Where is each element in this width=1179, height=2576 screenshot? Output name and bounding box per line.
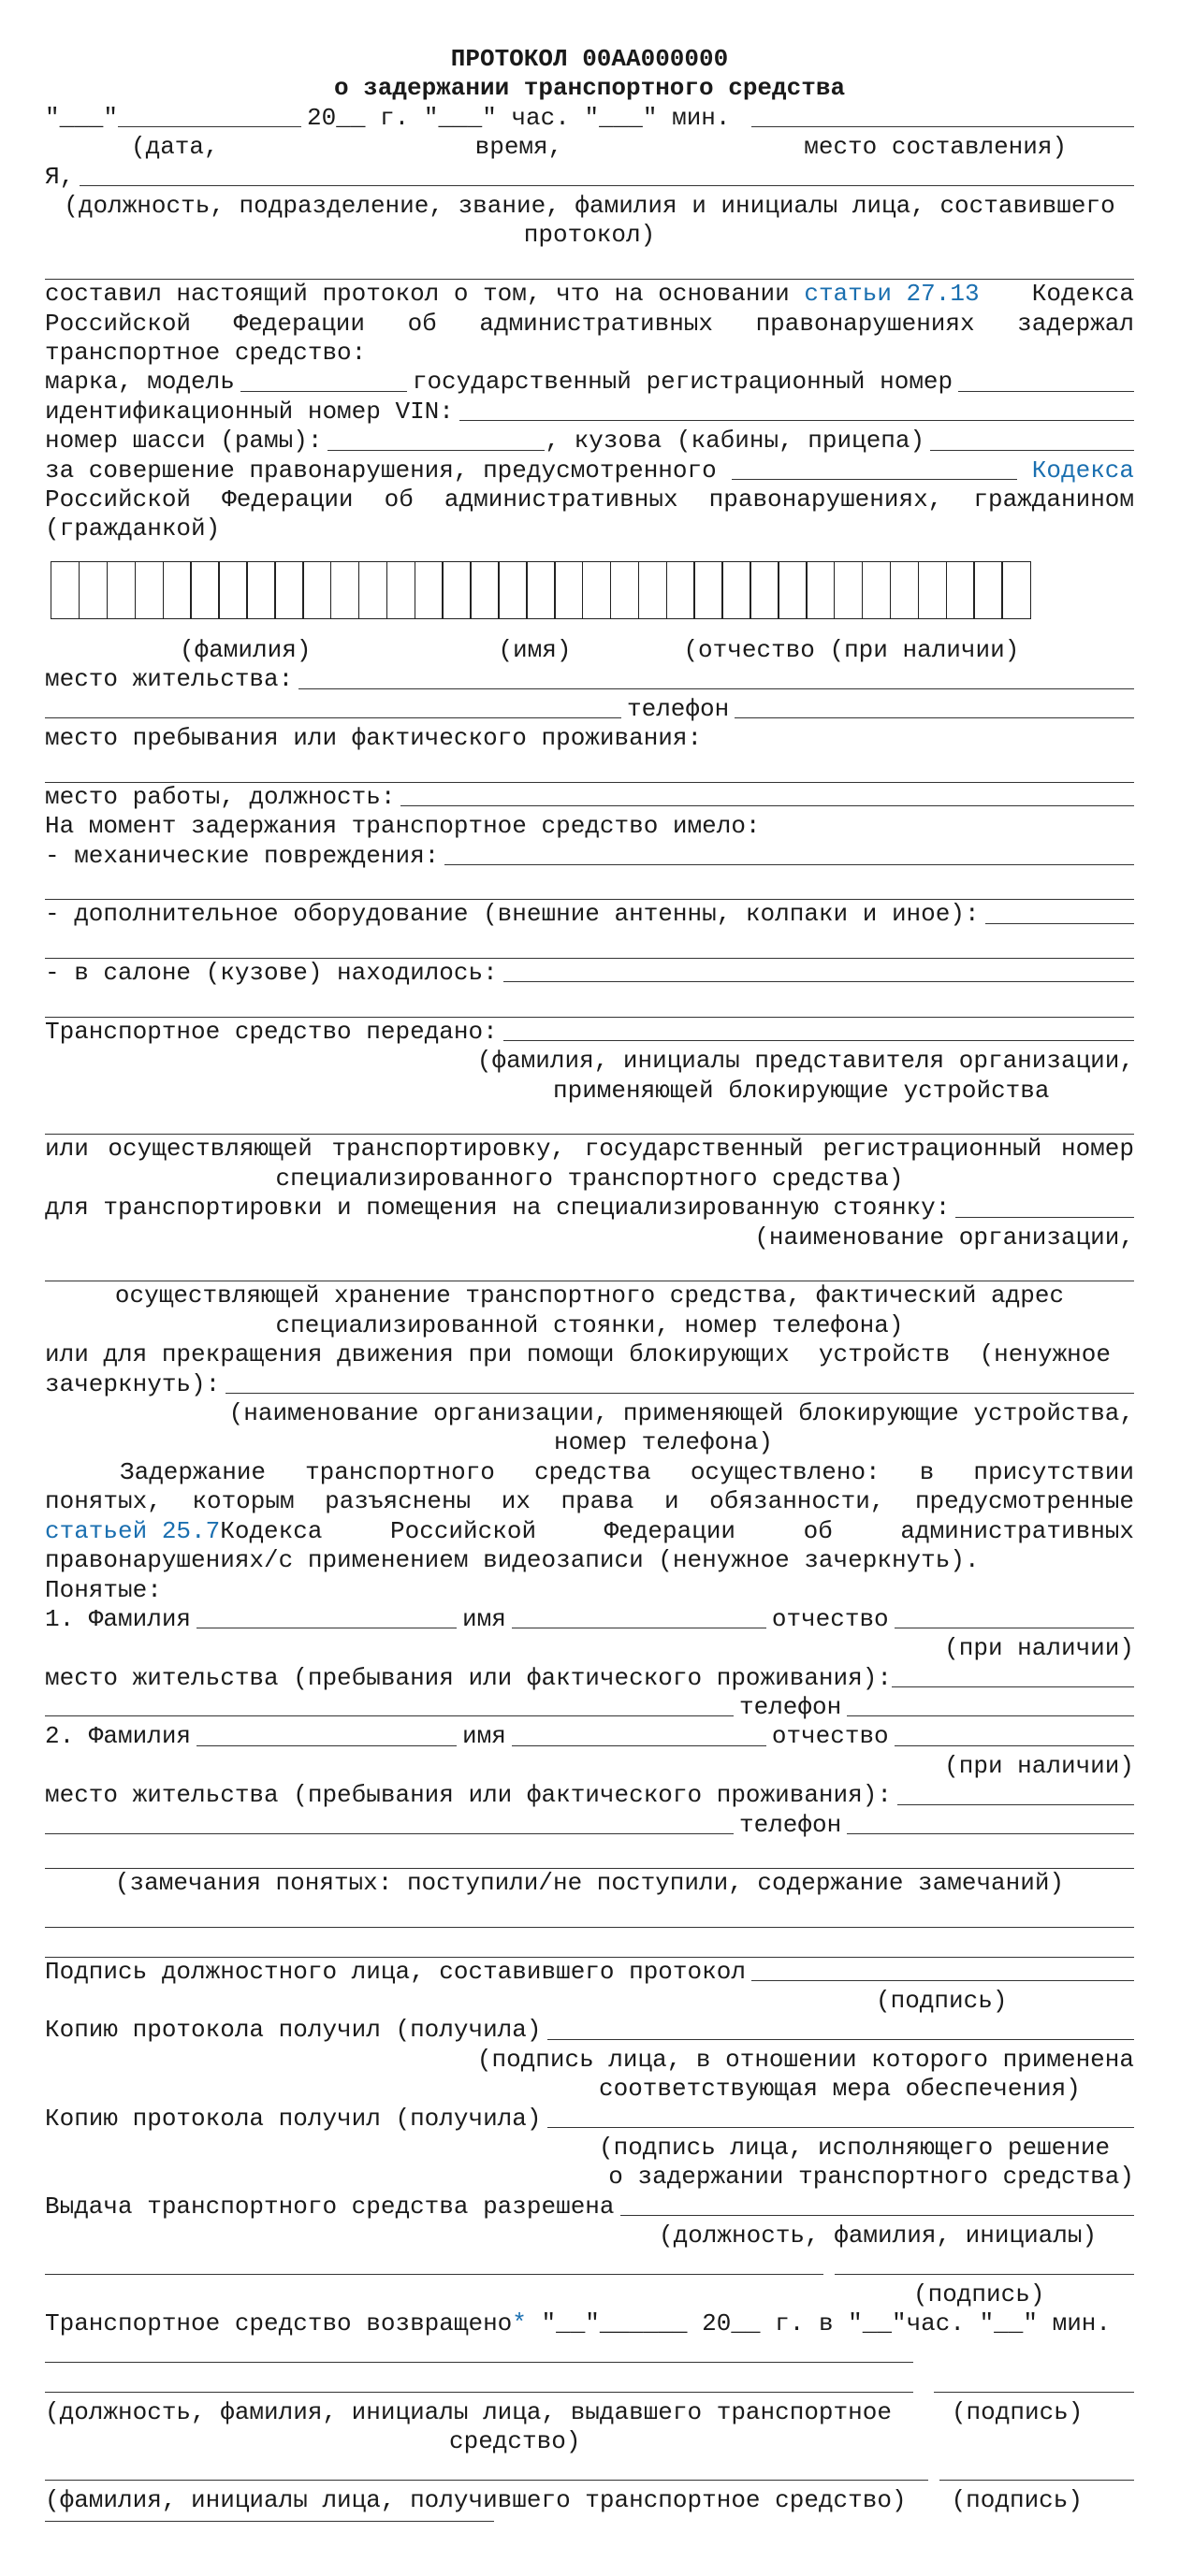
residence-label: место жительства: bbox=[45, 665, 294, 694]
hour-field[interactable]: "___" час. bbox=[423, 103, 570, 132]
article-25-7-link[interactable]: статьей 25.7 bbox=[45, 1516, 221, 1545]
protocol-document bbox=[45, 45, 1134, 2522]
issuer-signature-line bbox=[45, 2368, 1134, 2397]
work-line bbox=[45, 783, 1134, 812]
name-letter-box[interactable] bbox=[190, 561, 219, 619]
author-caption-1: (должность, подразделение, звание, фамилия и инициалы лица, составившего bbox=[64, 191, 1115, 220]
name-letter-box[interactable] bbox=[415, 561, 444, 619]
name-letter-box[interactable] bbox=[51, 561, 80, 619]
parking-field[interactable] bbox=[955, 1217, 1134, 1218]
work-label: место работы, должность: bbox=[45, 782, 396, 811]
phone-label: телефон bbox=[627, 694, 730, 723]
issuer-signature-caption: (подпись) bbox=[951, 2397, 1084, 2426]
release-line bbox=[45, 2192, 1134, 2221]
name-letter-box[interactable] bbox=[806, 561, 835, 619]
basis-line bbox=[45, 280, 1134, 309]
copy-2-line bbox=[45, 2105, 1134, 2134]
name-letter-box[interactable] bbox=[79, 561, 108, 619]
release-field[interactable] bbox=[620, 2215, 1135, 2216]
damage-field-2[interactable] bbox=[45, 871, 1134, 900]
code-link[interactable]: Кодекса bbox=[1031, 456, 1134, 485]
basis-text-2: Российской Федерации об административных правонарушениях задержал bbox=[45, 309, 1134, 338]
blocking-caption-1: (наименование организации, применяющей блокирующие устройства, bbox=[228, 1399, 1134, 1428]
witness-2-residence-label: место жительства (пребывания или фактического проживания): bbox=[45, 1781, 892, 1810]
damage-line bbox=[45, 842, 1134, 871]
witness-2-name-line bbox=[45, 1722, 1134, 1751]
blocking-text-1: или для прекращения движения при помощи блокирующих устройств (ненужное bbox=[45, 1340, 1111, 1369]
make-reg-line bbox=[45, 368, 1134, 397]
name-letter-box[interactable] bbox=[526, 561, 555, 619]
vin-line bbox=[45, 398, 1134, 427]
name-letter-box[interactable] bbox=[163, 561, 192, 619]
document-title: ПРОТОКОЛ 00АА000000 bbox=[450, 45, 729, 73]
body-field[interactable] bbox=[930, 450, 1134, 451]
offense-text-2: Российской Федерации об административных правонарушениях, гражданином bbox=[45, 485, 1134, 514]
date-time-place-captions bbox=[45, 133, 1134, 162]
witness-1-residence-field-2[interactable] bbox=[45, 1715, 734, 1716]
release-caption: (должность, фамилия, инициалы) bbox=[659, 2221, 1098, 2250]
damage-field[interactable] bbox=[444, 864, 1134, 865]
body-label: , кузова (кабины, прицепа) bbox=[545, 427, 925, 456]
offense-line bbox=[45, 456, 1134, 485]
issuer-caption-1: (должность, фамилия, инициалы лица, выдавшего транспортное bbox=[45, 2397, 892, 2426]
witness-1-surname-label: 1. Фамилия bbox=[45, 1604, 192, 1633]
witness-para-2: понятых, которым разъяснены их права и обязанности, предусмотренные bbox=[45, 1487, 1134, 1516]
witness-1-phone-label: телефон bbox=[739, 1693, 842, 1722]
make-label: марка, модель bbox=[45, 368, 235, 397]
copy-1-caption-1: (подпись лица, в отношении которого применена bbox=[476, 2045, 1134, 2074]
witness-1-residence-line bbox=[45, 1664, 1134, 1693]
issuer-name-field[interactable] bbox=[45, 2392, 913, 2393]
blocking-text-2: зачеркнуть): bbox=[45, 1369, 221, 1398]
author-field-2[interactable] bbox=[45, 251, 1134, 280]
minute-field[interactable]: "___" мин. bbox=[584, 103, 731, 132]
name-letter-box[interactable] bbox=[358, 561, 387, 619]
copy-1-line bbox=[45, 2016, 1134, 2045]
transfer-caption-1: (фамилия, инициалы представителя организации, bbox=[476, 1047, 1134, 1076]
reg-number-field[interactable] bbox=[958, 391, 1134, 392]
name-letter-box[interactable] bbox=[1001, 561, 1030, 619]
work-field[interactable] bbox=[400, 805, 1134, 806]
transfer-line bbox=[45, 1018, 1134, 1047]
witness-1-residence-field[interactable] bbox=[892, 1686, 1134, 1687]
name-letter-box[interactable] bbox=[274, 561, 303, 619]
name-letter-box[interactable] bbox=[946, 561, 975, 619]
date-caption: (дата, bbox=[131, 133, 219, 162]
name-letter-box[interactable] bbox=[750, 561, 779, 619]
name-letter-box[interactable] bbox=[246, 561, 275, 619]
name-letter-box[interactable] bbox=[135, 561, 164, 619]
copy-1-label: Копию протокола получил (получила) bbox=[45, 2016, 542, 2045]
transfer-label: Транспортное средство передано: bbox=[45, 1017, 498, 1046]
returned-line bbox=[45, 2309, 1134, 2338]
residence-field-2[interactable] bbox=[45, 717, 621, 718]
equipment-line bbox=[45, 900, 1134, 929]
date-time-place-line bbox=[45, 104, 1134, 133]
residence-field[interactable] bbox=[298, 688, 1134, 689]
month-field[interactable] bbox=[118, 126, 301, 127]
basis-code-word: Кодекса bbox=[1031, 280, 1134, 309]
name-letter-box[interactable] bbox=[638, 561, 667, 619]
receiver-signature-field[interactable] bbox=[939, 2480, 1134, 2481]
cabin-line bbox=[45, 959, 1134, 988]
name-letter-box[interactable] bbox=[973, 561, 1002, 619]
release-name-field[interactable] bbox=[45, 2274, 823, 2275]
name-letter-box[interactable] bbox=[442, 561, 471, 619]
time-caption: время, bbox=[474, 133, 563, 162]
name-letter-box[interactable] bbox=[890, 561, 919, 619]
receiver-captions bbox=[45, 2486, 1134, 2515]
parking-line bbox=[45, 1194, 1134, 1223]
chassis-body-line bbox=[45, 427, 1134, 456]
equipment-label: - дополнительное оборудование (внешние антенны, колпаки и иное): bbox=[45, 900, 980, 929]
release-signature-caption: (подпись) bbox=[913, 2280, 1045, 2309]
witness-2-name-field[interactable] bbox=[512, 1745, 766, 1746]
damage-label: - механические повреждения: bbox=[45, 841, 440, 870]
witness-2-surname-label: 2. Фамилия bbox=[45, 1722, 192, 1751]
name-letter-box[interactable] bbox=[666, 561, 695, 619]
residence-phone-line bbox=[45, 695, 1134, 724]
blocking-field[interactable] bbox=[226, 1393, 1134, 1394]
copy-2-signature-field[interactable] bbox=[547, 2127, 1135, 2128]
witness-para-3 bbox=[45, 1517, 1134, 1546]
witness-2-residence-field-2[interactable] bbox=[45, 1833, 734, 1834]
witness-2-residence-field[interactable] bbox=[897, 1804, 1134, 1805]
name-letter-box[interactable] bbox=[582, 561, 611, 619]
reg-number-label: государственный регистрационный номер bbox=[412, 368, 953, 397]
parking-label: для транспортировки и помещения на специализированную стоянку: bbox=[45, 1194, 951, 1223]
author-field[interactable] bbox=[80, 185, 1134, 186]
witness-1-residence-label: место жительства (пребывания или фактического проживания): bbox=[45, 1663, 892, 1692]
witness-2-residence-line bbox=[45, 1781, 1134, 1810]
name-letter-box[interactable] bbox=[918, 561, 947, 619]
witness-para-1: Задержание транспортного средства осуществлено: в присутствии bbox=[120, 1457, 1134, 1486]
condition-intro: На момент задержания транспортное средство имело: bbox=[45, 812, 761, 841]
person-name-captions bbox=[45, 636, 1134, 665]
witness-para-4: правонарушениях/с применением видеозаписи (ненужное зачеркнуть). bbox=[45, 1546, 980, 1575]
copy-1-caption-2: соответствующая мера обеспечения) bbox=[599, 2075, 1081, 2104]
storage-caption-2: специализированной стоянки, номер телефона) bbox=[275, 1310, 904, 1339]
name-letter-box[interactable] bbox=[470, 561, 499, 619]
parking-caption: (наименование организации, bbox=[754, 1223, 1134, 1252]
offense-label: за совершение правонарушения, предусмотренного bbox=[45, 456, 717, 485]
copy-2-caption-1: (подпись лица, исполняющего решение bbox=[599, 2134, 1111, 2163]
returned-field-line bbox=[45, 2339, 1134, 2368]
name-letter-box[interactable] bbox=[834, 561, 863, 619]
copy-1-signature-field[interactable] bbox=[547, 2039, 1135, 2040]
transfer-caption-4: специализированного транспортного средства) bbox=[275, 1164, 904, 1193]
chassis-label: номер шасси (рамы): bbox=[45, 427, 323, 456]
equipment-field-2[interactable] bbox=[45, 930, 1134, 959]
release-signature-line bbox=[45, 2251, 1134, 2280]
witness-2-phone-line bbox=[45, 1811, 1134, 1840]
storage-caption-1: осуществляющей хранение транспортного средства, фактический адрес bbox=[114, 1281, 1065, 1310]
name-letter-box[interactable] bbox=[498, 561, 527, 619]
residence-line bbox=[45, 665, 1134, 694]
name-letter-box[interactable] bbox=[721, 561, 750, 619]
transfer-caption-3: или осуществляющей транспортировку, государственный регистрационный номер bbox=[45, 1135, 1134, 1164]
name-letter-box[interactable] bbox=[610, 561, 639, 619]
stay-field[interactable] bbox=[45, 753, 1134, 782]
name-letter-box[interactable] bbox=[330, 561, 359, 619]
remarks-caption: (замечания понятых: поступили/не поступили, содержание замечаний) bbox=[114, 1869, 1065, 1898]
witness-1-patronymic-label: отчество bbox=[771, 1604, 889, 1633]
equipment-field[interactable] bbox=[985, 923, 1134, 924]
cabin-label: - в салоне (кузове) находилось: bbox=[45, 959, 498, 988]
place-caption: место составления) bbox=[804, 133, 1068, 162]
vin-label: идентификационный номер VIN: bbox=[45, 397, 454, 426]
name-letter-box[interactable] bbox=[107, 561, 136, 619]
parking-field-2[interactable] bbox=[45, 1252, 1134, 1281]
place-field[interactable] bbox=[751, 126, 1134, 127]
name-letter-box[interactable] bbox=[218, 561, 247, 619]
witness-1-patronymic-caption: (при наличии) bbox=[944, 1634, 1134, 1663]
returned-field[interactable] bbox=[45, 2362, 913, 2363]
witness-1-name-label: имя bbox=[462, 1604, 506, 1633]
witness-2-name-label: имя bbox=[462, 1722, 506, 1751]
blocking-line bbox=[45, 1370, 1134, 1399]
release-label: Выдача транспортного средства разрешена bbox=[45, 2192, 615, 2221]
cabin-field[interactable] bbox=[503, 981, 1134, 982]
witness-1-name-line bbox=[45, 1605, 1134, 1634]
issuer-captions bbox=[45, 2398, 1134, 2427]
offense-article-field[interactable] bbox=[732, 479, 1017, 480]
name-letter-box[interactable] bbox=[778, 561, 807, 619]
chassis-field[interactable] bbox=[328, 450, 545, 451]
remarks-field[interactable] bbox=[45, 1840, 1134, 1869]
name-caption: (имя) bbox=[498, 635, 572, 664]
stay-label: место пребывания или фактического проживания: bbox=[45, 723, 703, 752]
transfer-field-2[interactable] bbox=[45, 1106, 1134, 1135]
copy-2-caption-2: о задержании транспортного средства) bbox=[608, 2163, 1134, 2192]
name-letter-box[interactable] bbox=[386, 561, 415, 619]
day-field[interactable]: "___" bbox=[45, 103, 119, 132]
witness-2-patronymic-caption: (при наличии) bbox=[944, 1751, 1134, 1780]
witness-1-phone-field[interactable] bbox=[847, 1715, 1134, 1716]
cabin-field-2[interactable] bbox=[45, 988, 1134, 1017]
footnote-separator bbox=[45, 2521, 494, 2522]
transfer-caption-2: применяющей блокирующие устройства bbox=[553, 1076, 1050, 1105]
name-letter-box[interactable] bbox=[693, 561, 722, 619]
witness-para-3-rest: Кодекса Российской Федерации об административных bbox=[220, 1516, 1134, 1545]
remarks-field-2[interactable] bbox=[45, 1899, 1134, 1928]
receiver-name-field[interactable] bbox=[45, 2480, 928, 2481]
remarks-field-3[interactable] bbox=[45, 1928, 1134, 1957]
phone-field[interactable] bbox=[735, 717, 1134, 718]
issuer-signature-field[interactable] bbox=[934, 2392, 1134, 2393]
surname-caption: (фамилия) bbox=[180, 635, 312, 664]
year-field[interactable]: 20__ г. bbox=[307, 103, 410, 132]
author-caption-2: протокол) bbox=[523, 221, 656, 250]
document-subtitle: о задержании транспортного средства bbox=[333, 74, 846, 103]
name-letter-box[interactable] bbox=[302, 561, 331, 619]
issuer-caption-2: средство) bbox=[449, 2427, 581, 2455]
transfer-field[interactable] bbox=[503, 1040, 1134, 1041]
receiver-signature-line bbox=[45, 2456, 1134, 2485]
receiver-signature-caption: (подпись) bbox=[951, 2485, 1083, 2514]
witness-2-patronymic-label: отчество bbox=[771, 1722, 889, 1751]
official-signature-field[interactable] bbox=[751, 1980, 1134, 1981]
witness-2-patronymic-field[interactable] bbox=[895, 1745, 1134, 1746]
official-signature-caption: (подпись) bbox=[876, 1987, 1008, 2016]
release-signature-field[interactable] bbox=[835, 2274, 1134, 2275]
make-field[interactable] bbox=[240, 391, 407, 392]
vin-field[interactable] bbox=[459, 420, 1134, 421]
offense-text-3: (гражданкой) bbox=[45, 514, 221, 543]
official-signature-label: Подпись должностного лица, составившего протокол bbox=[45, 1957, 746, 1986]
basis-text-3: транспортное средство: bbox=[45, 338, 367, 367]
official-signature-line bbox=[45, 1958, 1134, 1987]
name-letter-boxes bbox=[51, 561, 1134, 619]
article-27-13-link[interactable]: статьи 27.13 bbox=[804, 280, 980, 309]
ya-label: Я, bbox=[45, 162, 75, 191]
name-letter-box[interactable] bbox=[554, 561, 583, 619]
returned-label: Транспортное средство возвращено bbox=[45, 2309, 513, 2338]
basis-text: составил настоящий протокол о том, что на основании bbox=[45, 280, 790, 309]
name-letter-box[interactable] bbox=[862, 561, 891, 619]
witnesses-title: Понятые: bbox=[45, 1575, 162, 1604]
author-line bbox=[45, 163, 1134, 192]
blocking-caption-2: номер телефона) bbox=[554, 1428, 774, 1457]
receiver-caption: (фамилия, инициалы лица, получившего транспортное средство) bbox=[45, 2485, 907, 2514]
witness-2-surname-field[interactable] bbox=[196, 1745, 457, 1746]
returned-footnote-link[interactable]: * bbox=[512, 2309, 527, 2338]
witness-2-phone-label: телефон bbox=[739, 1810, 842, 1839]
witness-2-phone-field[interactable] bbox=[847, 1833, 1134, 1834]
patronymic-caption: (отчество (при наличии) bbox=[683, 635, 1020, 664]
copy-2-label: Копию протокола получил (получила) bbox=[45, 2104, 542, 2133]
witness-1-phone-line bbox=[45, 1693, 1134, 1722]
returned-date-field[interactable]: "__"______ 20__ г. в "__"час. "__" мин. bbox=[541, 2309, 1111, 2338]
